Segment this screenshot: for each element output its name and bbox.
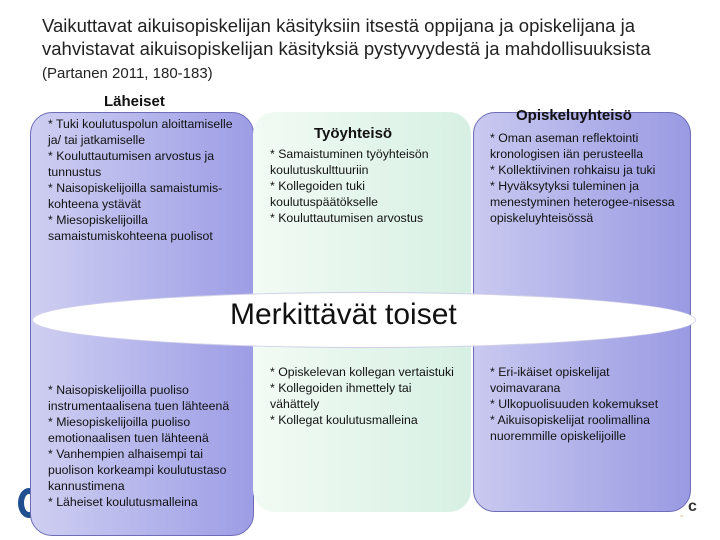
title-main: Vaikuttavat aikuisopiskelijan käsityksiin itsestä oppijana ja opiskelijana ja vahvistavat aikuisopiskelijan käsityksiä pystyvyydestä ja mahdollisuuksista [42, 15, 651, 59]
laheiset-upper-text: * Tuki koulutuspolun aloittamiselle ja/ tai jatkamiselle * Kouluttautumisen arvostus ja tunnustus * Naisopiskelijoilla samaistumis- kohteena ystävät * Miesopiskelijoilla samaistumiskohteena puolisot [48, 117, 233, 243]
heading-opiskeluyhteiso: Opiskeluyhteisö [516, 107, 632, 124]
heading-tyoyhteiso: Työyhteisö [314, 125, 393, 142]
laheiset-lower-text: * Naisopiskelijoilla puoliso instrumentaalisena tuen lähteenä * Miesopiskelijoilla puoliso emotionaalisen tuen lähteenä * Vanhempien alhaisempi tai puolison korkeampi koulutustaso kannustimena * Läheiset koulutusmalleina [48, 383, 230, 509]
logo-right-tagline-icon: ~ [680, 514, 684, 520]
logo-right-icon: c [688, 498, 697, 515]
tyoyhteiso-lower-text: * Opiskelevan kollegan vertaistuki * Kollegoiden ihmettely tai vähättely * Kollegat koulutusmalleina [270, 365, 454, 427]
slide-title [42, 14, 702, 85]
opiskeluyhteiso-lower-text: * Eri-ikäiset opiskelijat voimavarana * Ulkopuolisuuden kokemukset * Aikuisopiskelijat roolimallina nuoremmille opiskelijoille [490, 365, 659, 443]
opiskeluyhteiso-upper-text: * Oman aseman reflektointi kronologisen iän perusteella * Kollektiivinen rohkaisu ja tuki * Hyväksytyksi tuleminen ja menestyminen heterogee-nisessa opiskeluyhteisössä [490, 131, 675, 225]
center-label: Merkittävät toiset [230, 298, 457, 331]
heading-laheiset: Läheiset [104, 93, 165, 110]
title-citation: (Partanen 2011, 180-183) [42, 65, 213, 82]
tyoyhteiso-upper-text: * Samaistuminen työyhteisön koulutuskulttuuriin * Kollegoiden tuki koulutuspäätökselle * Kouluttautumisen arvostus [270, 147, 429, 225]
